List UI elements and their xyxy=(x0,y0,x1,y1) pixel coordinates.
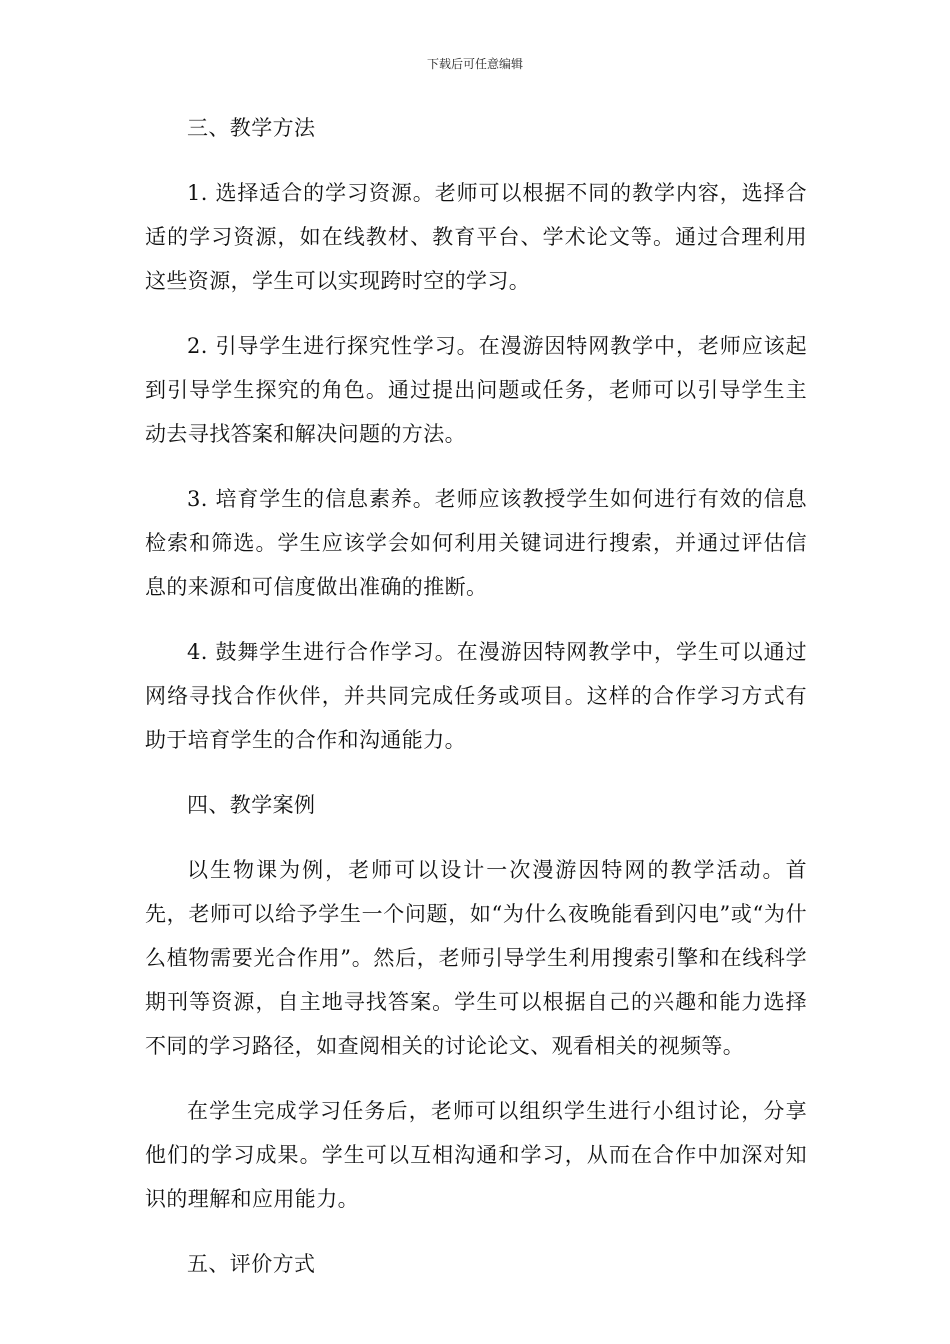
section-heading-teaching-case: 四、教学案例 xyxy=(187,793,316,817)
paragraph-case-2: 在学生完成学习任务后，老师可以组织学生进行小组讨论，分享他们的学习成果。学生可以互相沟通和学习，从而在合作中加深对知识的理解和应用能力。 xyxy=(145,1099,807,1211)
paragraph-method-3: 3. 培育学生的信息素养。老师应该教授学生如何进行有效的信息检索和筛选。学生应该学会如何利用关键词进行搜索，并通过评估信息的来源和可信度做出准确的推断。 xyxy=(145,487,807,599)
page-header: 下载后可任意编辑 xyxy=(426,57,523,71)
paragraph-method-1: 1. 选择适合的学习资源。老师可以根据不同的教学内容，选择合适的学习资源，如在线教材、教育平台、学术论文等。通过合理利用这些资源，学生可以实现跨时空的学习。 xyxy=(145,181,807,293)
section-heading-evaluation: 五、评价方式 xyxy=(187,1252,316,1276)
paragraph-method-4: 4. 鼓舞学生进行合作学习。在漫游因特网教学中，学生可以通过网络寻找合作伙伴，并共同完成任务或项目。这样的合作学习方式有助于培育学生的合作和沟通能力。 xyxy=(145,640,807,752)
paragraph-method-2: 2. 引导学生进行探究性学习。在漫游因特网教学中，老师应该起到引导学生探究的角色。通过提出问题或任务，老师可以引导学生主动去寻找答案和解决问题的方法。 xyxy=(145,334,807,446)
section-heading-teaching-methods: 三、教学方法 xyxy=(187,116,316,140)
document-body xyxy=(145,106,807,1307)
paragraph-case-1: 以生物课为例，老师可以设计一次漫游因特网的教学活动。首先，老师可以给予学生一个问题，如“为什么夜晚能看到闪电”或“为什么植物需要光合作用”。然后，老师引导学生利用搜索引擎和在线科学期刊等资源，自主地寻找答案。学生可以根据自己的兴趣和能力选择不同的学习路径，如查阅相关的讨论论文、观看相关的视频等。 xyxy=(145,858,807,1058)
